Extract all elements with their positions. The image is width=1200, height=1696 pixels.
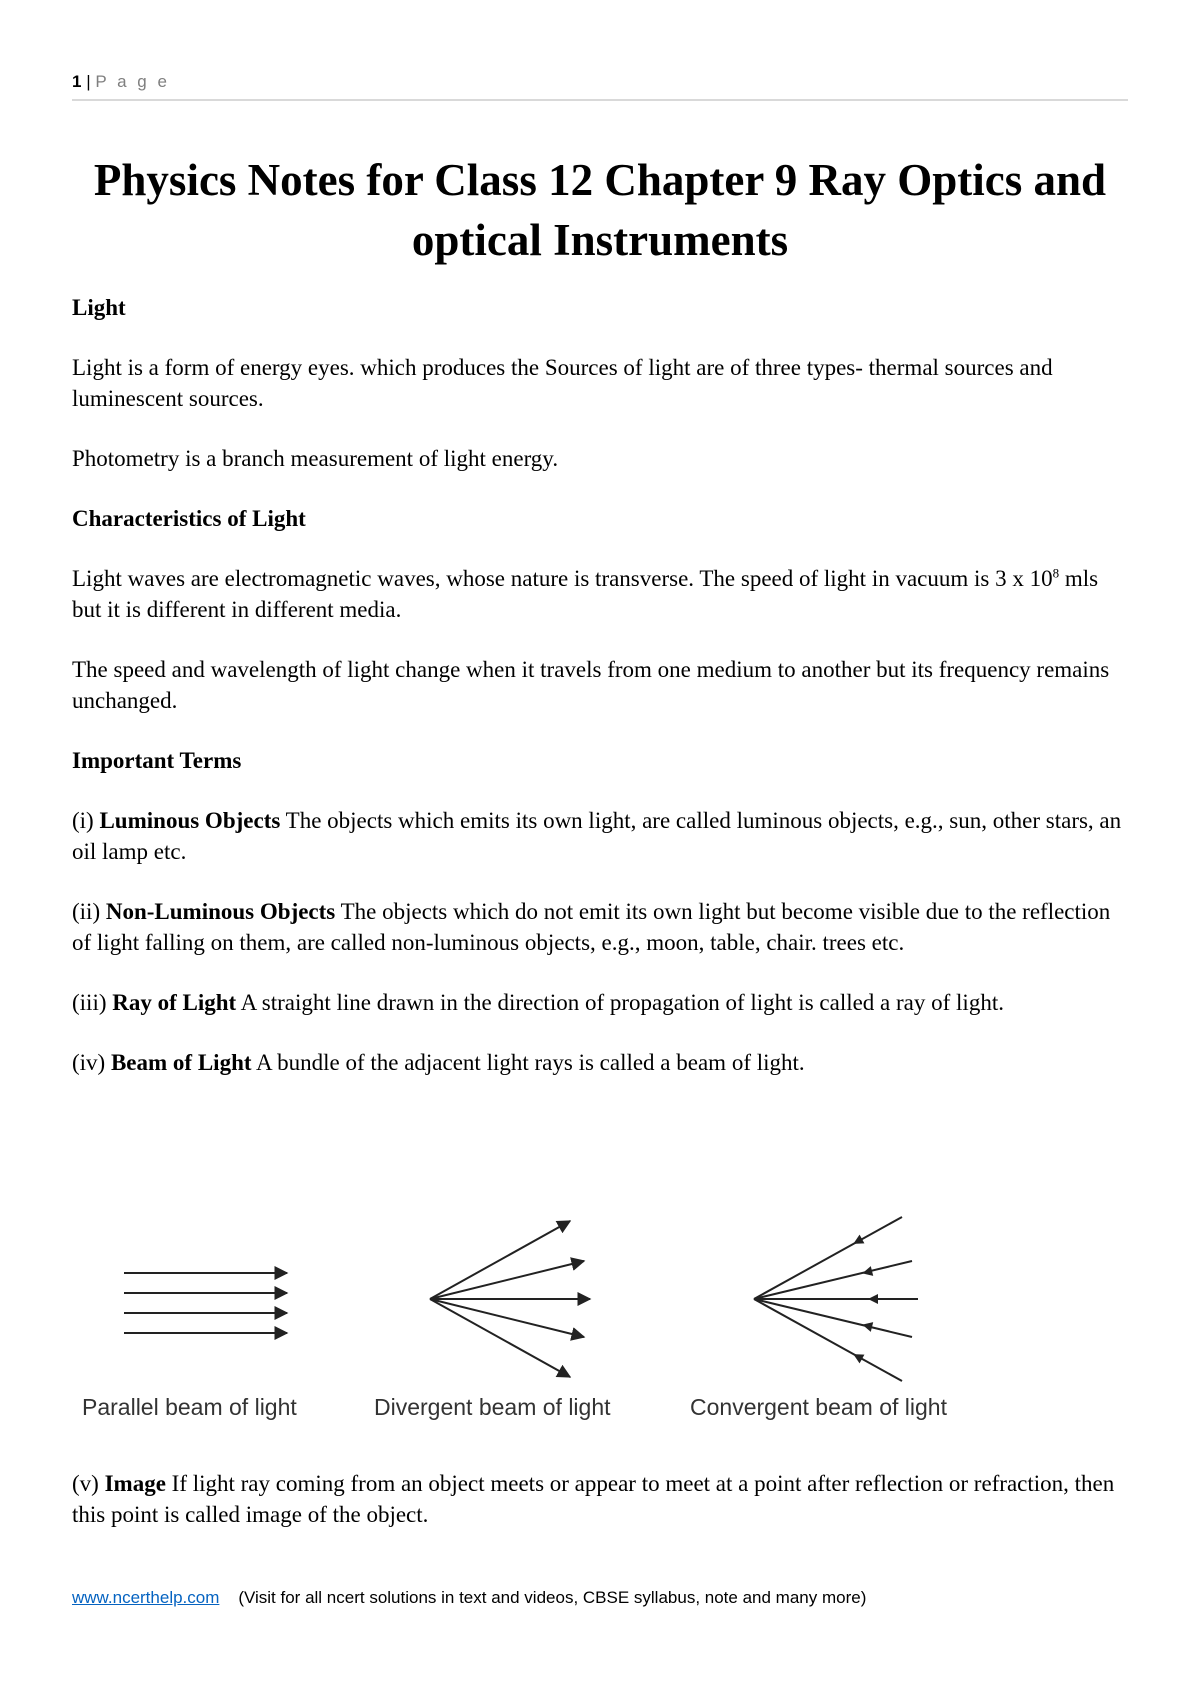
term-title: Non-Luminous Objects xyxy=(105,899,336,924)
term-ray-of-light: (iii) Ray of Light A straight line drawn in the direction of propagation of light is called a ray of light. xyxy=(72,990,1004,1015)
divergent-ray xyxy=(430,1261,584,1299)
term-beam-of-light: (iv) Beam of Light A bundle of the adjacent light rays is called a beam of light. xyxy=(72,1050,805,1075)
page-number: 1 xyxy=(72,72,82,91)
continued-content xyxy=(72,1468,1130,1530)
footer-note: (Visit for all ncert solutions in text and videos, CBSE syllabus, note and many more) xyxy=(238,1588,867,1607)
website-link[interactable]: www.ncerthelp.com xyxy=(72,1588,220,1607)
characteristics-paragraph-1: Light waves are electromagnetic waves, whose nature is transverse. The speed of light in vacuum is 3 x $10^8$ mls but it is different in different media. xyxy=(72,565,1099,622)
arrowhead xyxy=(851,1235,865,1249)
characteristics-heading: Characteristics of Light xyxy=(72,506,306,531)
beam-diagram xyxy=(72,1195,1072,1395)
caption-convergent: Convergent beam of light xyxy=(690,1394,947,1420)
exponent: 8 xyxy=(1052,565,1060,581)
page-footer xyxy=(72,1588,866,1608)
divergent-ray xyxy=(430,1221,570,1299)
page-separator: | xyxy=(86,72,91,91)
term-title: Image xyxy=(104,1471,166,1496)
caption-parallel: Parallel beam of light xyxy=(82,1394,297,1420)
characteristics-paragraph-2: The speed and wavelength of light change when it travels from one medium to another but its frequency remains unchanged. xyxy=(72,657,1110,713)
term-title: Luminous Objects xyxy=(99,808,281,833)
term-luminous-objects: (i) Luminous Objects The objects which emits its own light, are called luminous objects, e.g., sun, other stars, an oil lamp etc. xyxy=(72,808,1122,864)
parallel-beam-arrows xyxy=(124,1273,287,1333)
important-terms-heading: Important Terms xyxy=(72,748,242,773)
convergent-ray xyxy=(754,1299,902,1381)
divergent-beam-arrows xyxy=(430,1221,590,1377)
convergent-ray xyxy=(754,1217,902,1299)
arrowhead xyxy=(851,1350,865,1364)
term-non-luminous-objects: (ii) Non-Luminous Objects The objects which do not emit its own light but become visible due to the reflection of light falling on them, are called non-luminous objects, e.g., moon, table, chair. trees etc. xyxy=(72,899,1111,955)
page-title: Physics Notes for Class 12 Chapter 9 Ray Optics and optical Instruments xyxy=(93,155,1107,265)
page-label: P a g e xyxy=(95,72,170,91)
term-title: Beam of Light xyxy=(110,1050,252,1075)
divergent-ray xyxy=(430,1299,584,1337)
header-rule xyxy=(72,99,1128,101)
caption-divergent: Divergent beam of light xyxy=(374,1394,611,1420)
main-content xyxy=(72,292,1130,1078)
light-paragraph-2: Photometry is a branch measurement of light energy. xyxy=(72,446,559,471)
term-image: (v) Image If light ray coming from an object meets or appear to meet at a point after reflection or refraction, then this point is called image of the object. xyxy=(72,1471,1115,1527)
arrowhead xyxy=(868,1294,878,1304)
convergent-ray xyxy=(754,1261,912,1299)
page-header xyxy=(72,72,1128,92)
light-paragraph-1: Light is a form of energy eyes. which produces the Sources of light are of three types- thermal sources and luminescent sources. xyxy=(72,355,1053,411)
convergent-beam-lines xyxy=(754,1217,918,1381)
light-heading: Light xyxy=(72,295,126,320)
term-title: Ray of Light xyxy=(112,990,237,1015)
divergent-ray xyxy=(430,1299,570,1377)
convergent-ray xyxy=(754,1299,912,1337)
